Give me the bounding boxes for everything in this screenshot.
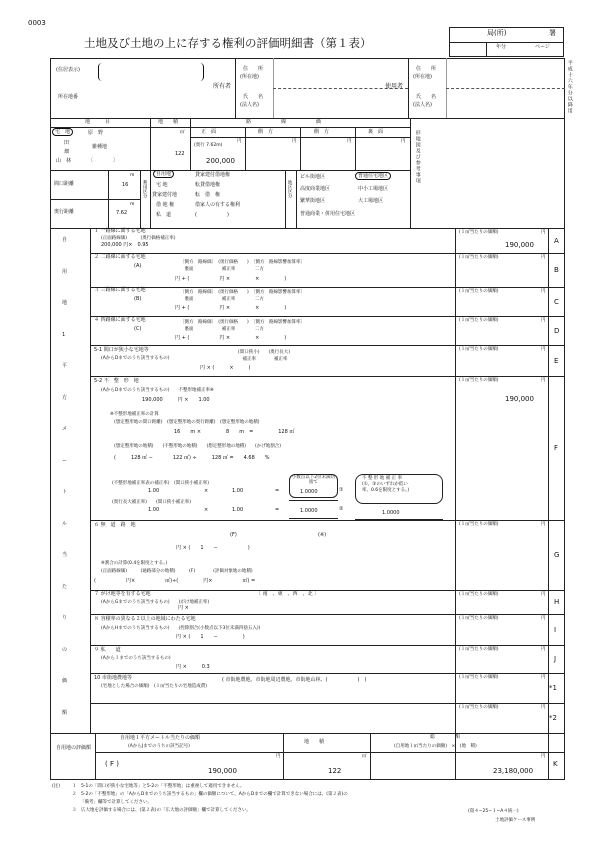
row51-sub: (AからDまでのうち該当するもの) bbox=[101, 356, 170, 361]
row52-calc: 190,000 円 × 1.00 bbox=[142, 397, 210, 403]
row52-v3a: 1.00 bbox=[148, 488, 160, 494]
row4-title: ４ 四路線に面する宅地 bbox=[94, 317, 146, 323]
unit-price-yen: 円 bbox=[541, 616, 546, 621]
takuchi-option[interactable]: 宅 地 bbox=[52, 130, 73, 136]
row7-sub: (AからGまでのうち該当するもの) (がけ地補正率) bbox=[101, 600, 210, 605]
owner-addr-label: 住 所 bbox=[243, 66, 264, 72]
row6-h: (正面路線価) (通路部分の地積) (F) (評価対象地の地積) bbox=[101, 569, 253, 574]
frontage-label: 間口距離 bbox=[54, 181, 75, 187]
side-char: メ bbox=[62, 426, 68, 432]
row52-times2: × bbox=[204, 507, 209, 513]
row-letter: I bbox=[554, 625, 557, 634]
row52-v4a: 1.00 bbox=[148, 507, 160, 513]
note-2b: 「備考」欄等で計算してください。 bbox=[80, 800, 152, 805]
bottom-yen-2: 円 bbox=[541, 754, 546, 759]
user-addr-sub: (所在地) bbox=[413, 74, 432, 80]
chimoku-header: 地 目 bbox=[85, 119, 111, 125]
user-name-sub: (法人名) bbox=[413, 102, 432, 108]
district-busy[interactable]: 繁華街地区 bbox=[300, 198, 326, 204]
row-letter: D bbox=[554, 326, 560, 335]
unit-price-yen: 円 bbox=[541, 347, 546, 352]
row51-mid: (間口狭小) (奥行長大) bbox=[238, 350, 291, 355]
area-value: 122 bbox=[175, 151, 185, 157]
unit-price-label: (１㎡当たりの価額) bbox=[459, 255, 499, 260]
row51-title: 5-1 間口が狭小な宅地等 bbox=[94, 347, 149, 353]
other-bracket: 〔 〕 bbox=[88, 158, 119, 164]
frontage-unit: m bbox=[130, 173, 135, 178]
year-label: 年分 bbox=[496, 44, 507, 50]
yen-unit-3: 円 bbox=[347, 139, 352, 144]
row6-note: ※割合の計算(0.4を限度とする。) bbox=[101, 561, 168, 566]
unit-price-yen: 円 bbox=[541, 522, 546, 527]
bottom-h3: 総 額 bbox=[430, 734, 461, 740]
row52-h2: (想定整形地の地積) (不整形地の地積) (想定整形地の地積) (かげ地割合) bbox=[114, 444, 282, 449]
row52-h4: (奥行長大補正率) (間口狭小補正率) bbox=[112, 500, 192, 505]
district-small-factory[interactable]: 中小工場地区 bbox=[358, 186, 389, 192]
side2-label: 側 方 bbox=[314, 129, 330, 135]
row10-title: 10 市街地農地等 bbox=[94, 675, 132, 681]
unit-price-yen: 円 bbox=[541, 705, 546, 710]
owner-name-sub: (法人名) bbox=[240, 102, 259, 108]
row9-calc: 円 × 0.3 bbox=[176, 664, 210, 670]
row10-sub: (宅地とした場合の価額) (１㎡当たりの宅地造成費) bbox=[101, 684, 208, 689]
row52-v3b: 1.00 bbox=[232, 488, 244, 494]
unit-price-label: (１㎡当たりの価額) bbox=[459, 318, 499, 323]
row3-b: (B) bbox=[134, 296, 142, 302]
unit-price-yen: 円 bbox=[541, 675, 546, 680]
unit-price-yen: 円 bbox=[541, 255, 546, 260]
sqm-unit: ㎡ bbox=[180, 130, 185, 135]
zakushu-option[interactable]: 雑種地 bbox=[92, 144, 108, 150]
unit-price-yen: 円 bbox=[541, 230, 546, 235]
ta-option[interactable]: 田 bbox=[64, 140, 70, 146]
front-route-price: 200,000 bbox=[206, 157, 235, 165]
row-letter: A bbox=[554, 236, 559, 245]
side-char: り bbox=[62, 615, 68, 621]
leased-land-option[interactable]: 貸家建付地 bbox=[152, 192, 178, 198]
row9-sub: (AからＩまでのうち該当するもの) bbox=[101, 656, 171, 661]
unit-price-label: (１㎡当たりの価額) bbox=[459, 675, 499, 680]
chiseki-header: 地 積 bbox=[158, 119, 179, 125]
row4-c: (C) bbox=[134, 326, 142, 332]
row2-mid2: 裏面 補正率 二方 bbox=[180, 267, 264, 272]
leased-house-option[interactable]: 貸家建付借地権 bbox=[195, 172, 231, 178]
form-frame bbox=[50, 58, 565, 780]
side-char: 1 bbox=[62, 331, 66, 338]
row52-c2: 1.0000 bbox=[300, 508, 318, 514]
bottom-h1: 自用地１平方メートル当たりの価額 bbox=[120, 735, 201, 741]
unit-price-label: (１㎡当たりの価額) bbox=[459, 592, 499, 597]
yen-unit-2: 円 bbox=[292, 139, 297, 144]
district-building[interactable]: ビル街地区 bbox=[300, 174, 326, 180]
form-number: (資４−25−１−A４統一) bbox=[468, 809, 519, 814]
row3-calc: 円 + ( 円 × × ) bbox=[175, 305, 287, 311]
row3-title: ３ 三路線に面する宅地 bbox=[94, 287, 146, 293]
side-char: 方 bbox=[62, 394, 68, 401]
bureau-label: 局(所) bbox=[487, 29, 507, 37]
row6-star: (※) bbox=[318, 532, 327, 538]
row-letter: B bbox=[554, 266, 559, 274]
row3-mid: 〔側方 路線価〕 (奥行価格 ) 〔側方 路線影響加算率〕 bbox=[180, 290, 306, 295]
row-letter: *1 bbox=[549, 684, 557, 692]
row51-calc: 円 × ( × ) bbox=[200, 365, 251, 371]
row52-n2: ② bbox=[339, 506, 344, 512]
row52-sub: (AからDまでのうち該当するもの) 不整形地補正率※ bbox=[101, 388, 214, 393]
residential-option[interactable]: 宅 地 bbox=[156, 182, 168, 188]
row-letter: F bbox=[554, 444, 559, 452]
side-char: の bbox=[62, 646, 68, 653]
row52-h3: (不整形地補正率表の補正率) (間口狭小補正率) bbox=[112, 481, 210, 486]
side-char: ル bbox=[62, 520, 68, 527]
row52-value: 190,000 bbox=[505, 395, 534, 403]
row-letter: C bbox=[554, 297, 559, 306]
row52-c1: 1.0000 bbox=[300, 489, 318, 495]
unit-price-label: (１㎡当たりの価額) bbox=[459, 616, 499, 621]
bottom-h1b: (AからJまでのうちの該当記号) bbox=[128, 744, 190, 749]
row4-mid2: 裏面 補正率 二方 bbox=[180, 327, 264, 332]
bottom-h2: 地 積 bbox=[304, 739, 325, 745]
row1-sub: (正面路線価) (奥行価格補正率) bbox=[101, 236, 176, 241]
other-usage-bracket: ( ) bbox=[195, 212, 229, 218]
row52-times1: × bbox=[204, 488, 209, 494]
note-2: ２ 5-2の「不整形地」の「AからDまでのうち該当するもの」欄の価額について、AからDまでの欄で計算できない場合には、(第２表)の bbox=[72, 792, 348, 797]
bottom-area: 122 bbox=[328, 767, 342, 775]
row7-dirs: 〔 南 、東 、西 、北 〕 bbox=[256, 591, 320, 597]
row-letter: G bbox=[554, 551, 560, 559]
depth-unit: m bbox=[130, 202, 135, 207]
note-1: １ 5-1の「間口が狭小な宅地等」と5-2の「不整形地」は重複して適用できません。 bbox=[72, 784, 245, 789]
user-label: 使用者 bbox=[385, 83, 404, 90]
side-char: 平 bbox=[62, 363, 68, 369]
case-label: 土地評価ケース事例 bbox=[495, 818, 536, 823]
frontage-value: 16 bbox=[122, 182, 129, 188]
bottom-total: 23,180,000 bbox=[493, 767, 534, 775]
bottom-sqm: ㎡ bbox=[362, 754, 367, 759]
page-label: ページ bbox=[535, 44, 550, 50]
row7-calc: 円 × bbox=[178, 605, 189, 611]
row10-types: ( 市街地農地、市街地周辺農地、市街地山林、( ) ) bbox=[222, 677, 367, 683]
side1-label: 側 方 bbox=[258, 129, 274, 135]
row3-mid2: 裏面 補正率 二方 bbox=[180, 297, 264, 302]
depth-value: 7.62 bbox=[116, 210, 128, 216]
bottom-unit: 190,000 bbox=[208, 767, 237, 775]
row52-c1-note: 小数点以下2位未満切捨て bbox=[291, 475, 336, 485]
row52-v4b: 1.00 bbox=[232, 507, 244, 513]
bottom-yen-1: 円 bbox=[276, 754, 281, 759]
row52-title: 5-2 不 整 形 地 bbox=[94, 378, 139, 384]
front-label: 正 面 bbox=[201, 129, 217, 135]
rear-label: 裏 面 bbox=[368, 129, 384, 135]
page-code: 0003 bbox=[28, 19, 46, 27]
unit-price-label: (１㎡当たりの価額) bbox=[459, 289, 499, 294]
unit-price-label: (１㎡当たりの価額) bbox=[459, 705, 499, 710]
era-vertical: 平成十六年分以降用 bbox=[566, 60, 573, 114]
unit-price-label: (１㎡当たりの価額) bbox=[459, 522, 499, 527]
row4-mid: 〔側方 路線価〕 (奥行価格 ) 〔側方 路線影響加算率〕 bbox=[180, 320, 306, 325]
row-letter: H bbox=[554, 598, 560, 606]
row-letter: *2 bbox=[549, 714, 557, 722]
unit-price-label: (１㎡当たりの価額) bbox=[459, 378, 499, 383]
side-char: 当 bbox=[62, 552, 68, 558]
row6-f: (F) bbox=[230, 532, 237, 538]
yen-unit-4: 円 bbox=[401, 139, 406, 144]
district-residential[interactable]: 普通住宅地区 bbox=[355, 174, 391, 180]
owner-label: 所有者 bbox=[213, 83, 232, 90]
row1-title: １ 一路線に面する宅地 bbox=[94, 228, 146, 234]
owner-addr-sub: (所在地) bbox=[240, 74, 259, 80]
side-char: た bbox=[62, 583, 68, 590]
row2-calc: 円 + ( 円 × × ) bbox=[175, 276, 287, 282]
row2-mid: 〔側方 路線価〕 (奥行価格 ) 〔側方 路線影響加算率〕 bbox=[180, 260, 306, 265]
private-road-option[interactable]: 私 道 bbox=[156, 212, 172, 218]
row-letter: E bbox=[554, 356, 559, 365]
row52-v2: ( 128 ㎡ − 122 ㎡) ÷ 128 ㎡ = 4.68 % bbox=[114, 455, 270, 461]
hata-option[interactable]: 畑 bbox=[64, 149, 70, 155]
row52-note: ※不整形地補正率の計算 bbox=[110, 412, 159, 417]
address-field[interactable] bbox=[98, 63, 204, 81]
side-char: 価 bbox=[62, 678, 68, 684]
row52-n1: ① bbox=[339, 487, 344, 493]
address-label: (住居表示) bbox=[56, 67, 80, 73]
note-3: ３ 広大地を評価する場合には、(第２表)の「広大地の評価額」欄で計算してください。 bbox=[72, 808, 252, 813]
row8-calc: 円 × ( 1 − ) bbox=[176, 634, 245, 640]
reference-vertical: 形地図及び参考事項 bbox=[414, 130, 421, 184]
rosenka-header: 路 線 価 bbox=[246, 119, 322, 125]
sublease-option[interactable]: 転貸借地権 bbox=[195, 182, 221, 188]
tenant-right-option[interactable]: 借家人の有する権利 bbox=[195, 202, 241, 208]
district-mixed[interactable]: 普通商業・併用住宅地区 bbox=[300, 211, 356, 217]
row52-result: 1.0000 bbox=[382, 510, 400, 516]
row51-mid2: 補正率 補正率 bbox=[238, 357, 288, 362]
row1-value: 190,000 bbox=[505, 241, 534, 249]
row9-title: ９ 私 道 bbox=[94, 647, 121, 653]
unit-price-label: (１㎡当たりの価額) bbox=[459, 347, 499, 352]
row8-sub: (AからHまでのうち該当するもの) (控除割合(小数点以下3位未満四捨五入)) bbox=[101, 626, 261, 631]
row52-eq2: = bbox=[275, 507, 280, 513]
row8-title: ８ 容積率の異なる２以上の地域にわたる宅地 bbox=[94, 616, 196, 622]
row6-calc: 円 × ( 1 − ) bbox=[176, 545, 250, 551]
leasehold-option[interactable]: 借 地 権 bbox=[156, 202, 175, 208]
unit-price-yen: 円 bbox=[541, 592, 546, 597]
row52-h1: (想定整形地の間口距離) (想定整形地の奥行距離) (想定整形地の地積) bbox=[114, 420, 260, 425]
unit-price-label: (１㎡当たりの価額) bbox=[459, 230, 499, 235]
row52-min-text: 不 整 形 地 補 正 率 (①、②のいずれか低い 率、0.6を限度とする。) bbox=[362, 476, 410, 493]
row7-title: ７ がけ地等を有する宅地 bbox=[94, 591, 151, 597]
district-commercial[interactable]: 高度商業地区 bbox=[300, 186, 331, 192]
self-use-option[interactable]: 自用地 bbox=[153, 172, 174, 178]
owner-name-label: 氏 名 bbox=[243, 94, 264, 100]
user-addr-label: 住 所 bbox=[416, 66, 437, 72]
note-label: (注) bbox=[52, 784, 61, 789]
unit-price-yen: 円 bbox=[541, 378, 546, 383]
sanrin-option[interactable]: 山 林 bbox=[56, 158, 72, 164]
side-char: ー bbox=[62, 457, 68, 464]
office-label: 署 bbox=[549, 29, 556, 37]
row2-a: (A) bbox=[134, 263, 142, 269]
row1-calc: 200,000 円× 0.95 bbox=[101, 242, 149, 248]
bottom-label: 自用地の評価額 bbox=[56, 745, 92, 751]
bottom-letter: K bbox=[553, 760, 558, 768]
side-char: 地 bbox=[62, 300, 68, 306]
unit-price-label: (１㎡当たりの価額) bbox=[459, 647, 499, 652]
unit-price-yen: 円 bbox=[541, 318, 546, 323]
row52-eq1: = bbox=[275, 488, 280, 494]
unit-price-yen: 円 bbox=[541, 647, 546, 652]
side-char: 額 bbox=[62, 709, 68, 716]
row6-title: ６ 無 道 路 地 bbox=[94, 522, 136, 528]
row52-v1: 16 m × 8 m = 128 ㎡ bbox=[174, 429, 295, 435]
depth-note: (奥行 7.62m) bbox=[194, 143, 223, 148]
row-letter: J bbox=[554, 655, 557, 663]
yen-unit-1: 円 bbox=[237, 139, 242, 144]
bottom-h3b: (自用地１㎡当たりの価額) × (地 積) bbox=[394, 744, 477, 749]
row6-v: ( 円× ㎡)÷( 円× ㎡) = bbox=[94, 578, 256, 584]
depth-label: 奥行距離 bbox=[54, 209, 75, 215]
location-label: 所在地番 bbox=[58, 94, 79, 100]
district-vertical: 地区区分 bbox=[287, 180, 293, 198]
district-large-factory[interactable]: 大工場地区 bbox=[358, 198, 384, 204]
side-char: ト bbox=[62, 489, 68, 495]
usage-vertical: 利用区分 bbox=[142, 180, 148, 198]
page-title: 土地及び土地の上に存する権利の評価明細書（第１表） bbox=[84, 36, 372, 50]
row2-title: ２ 二路線に面する宅地 bbox=[94, 254, 146, 260]
side-char: 自 bbox=[62, 237, 68, 243]
side-char: 用 bbox=[62, 268, 68, 275]
row4-calc: 円 + ( 円 × × ) bbox=[175, 335, 287, 341]
hara-option[interactable]: 原 野 bbox=[88, 130, 104, 136]
unit-price-yen: 円 bbox=[541, 289, 546, 294]
bottom-code: ( F ) bbox=[105, 760, 119, 768]
user-name-label: 氏 名 bbox=[416, 94, 437, 100]
sublease-right-option[interactable]: 転 借 権 bbox=[195, 192, 221, 198]
